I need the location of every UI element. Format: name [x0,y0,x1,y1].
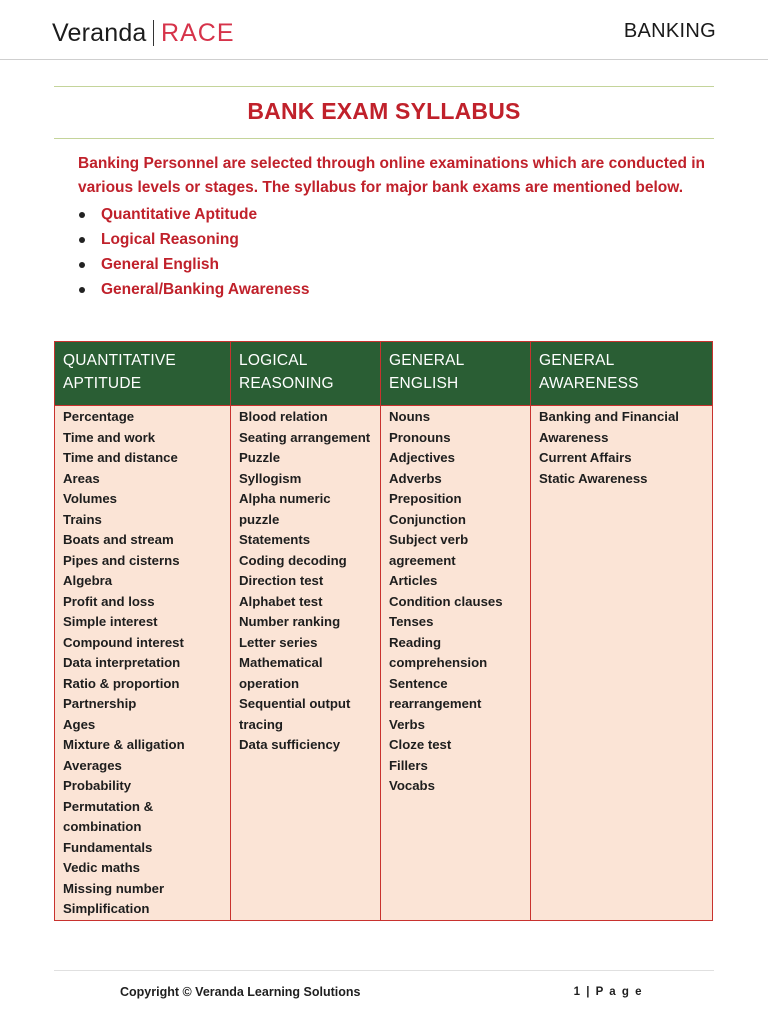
syllabus-item: comprehension [389,655,488,670]
syllabus-item: Syllogism [239,470,302,486]
syllabus-item: Cloze test [389,737,452,752]
syllabus-item: Sequential output [239,696,351,711]
column-header [381,342,530,406]
syllabus-item: Data interpretation [63,655,181,670]
syllabus-item: Vedic maths [63,860,140,875]
syllabus-item: Sentence [389,675,448,691]
syllabus-item: Permutation & [63,798,154,814]
syllabus-item: Ratio & proportion [63,675,180,691]
syllabus-item: Compound interest [63,634,184,650]
syllabus-item: Data sufficiency [239,737,341,752]
syllabus-item: Averages [63,757,122,773]
syllabus-item: Seating arrangement [239,429,371,445]
column-general-english [381,342,531,920]
syllabus-item: Ages [63,716,96,732]
syllabus-item: Mathematical [239,655,323,670]
syllabus-item: Banking and Financial [539,409,679,424]
syllabus-item: Time and work [63,429,156,445]
syllabus-item: Algebra [63,573,113,588]
syllabus-item: Nouns [389,409,431,424]
column-quantitative-aptitude [55,342,231,920]
syllabus-item: Fundamentals [63,839,153,855]
page-title: BANK EXAM SYLLABUS [247,98,521,124]
syllabus-item: rearrangement [389,696,482,711]
syllabus-item: Reading [389,634,442,650]
syllabus-item: Direction test [239,573,324,588]
bullet-item: Quantitative Aptitude [78,202,309,227]
page-number: 1 | P a g e [573,986,643,998]
column-items [531,406,712,920]
syllabus-item: Vocabs [389,778,435,793]
syllabus-item: Pronouns [389,429,451,445]
column-items [231,406,380,920]
syllabus-item: Conjunction [389,511,466,527]
column-items [381,406,530,920]
footer-divider [54,970,714,971]
syllabus-item: Profit and loss [63,593,155,609]
subject-bullet-list [78,202,309,302]
title-top-rule [54,86,714,87]
column-header-line: GENERAL [389,352,465,369]
syllabus-item: Statements [239,532,311,547]
syllabus-item: Coding decoding [239,552,347,568]
copyright-text: Copyright © Veranda Learning Solutions [120,985,361,999]
column-header-line: ENGLISH [389,375,459,392]
syllabus-item: Fillers [389,757,428,773]
section-label: BANKING [623,20,716,42]
column-header-line: QUANTITATIVE [63,352,176,369]
syllabus-item: Awareness [539,429,609,445]
syllabus-item: Condition clauses [389,593,503,609]
syllabus-item: Percentage [63,409,135,424]
column-logical-reasoning [231,342,381,920]
syllabus-item: Partnership [63,696,137,711]
syllabus-item: Mixture & alligation [63,737,185,752]
syllabus-item: Volumes [63,491,117,506]
syllabus-item: Simplification [63,901,150,916]
page-header [0,0,768,60]
column-header-line: LOGICAL [239,352,308,369]
veranda-race-logo [52,16,235,50]
syllabus-item: Verbs [389,716,425,732]
syllabus-item: Alphabet test [239,593,323,609]
syllabus-item: Static Awareness [539,470,648,486]
syllabus-item: operation [239,675,300,691]
syllabus-item: Preposition [389,491,462,506]
column-header-line: GENERAL [539,352,615,369]
column-header-line: AWARENESS [539,375,639,392]
column-header [531,342,712,406]
syllabus-item: Current Affairs [539,450,632,465]
syllabus-table [54,341,713,921]
header-divider [0,59,768,60]
logo-race-text: RACE [161,18,235,47]
syllabus-item: puzzle [239,511,280,527]
bullet-item: Logical Reasoning [78,227,309,252]
syllabus-item: Tenses [389,614,434,629]
syllabus-item: Articles [389,573,438,588]
title-bottom-rule [54,138,714,139]
column-header [231,342,380,406]
syllabus-item: Time and distance [63,450,178,465]
syllabus-item: Missing number [63,880,165,896]
syllabus-item: Blood relation [239,409,328,424]
syllabus-item: tracing [239,716,283,732]
syllabus-item: Boats and stream [63,532,174,547]
column-header [55,342,230,406]
syllabus-item: Pipes and cisterns [63,552,180,568]
syllabus-item: Simple interest [63,614,158,629]
logo-veranda-text: Veranda [52,18,147,47]
syllabus-item: Letter series [239,634,318,650]
logo-divider [153,20,155,46]
syllabus-item: Adjectives [389,450,455,465]
syllabus-item: Alpha numeric [239,491,331,506]
bullet-item: General/Banking Awareness [78,277,309,302]
syllabus-item: Adverbs [389,470,442,486]
syllabus-item: Number ranking [239,614,341,629]
column-items [55,406,230,920]
syllabus-item: combination [63,819,142,834]
syllabus-item: Probability [63,778,132,793]
syllabus-item: Trains [63,511,102,527]
syllabus-item: Areas [63,470,100,486]
column-header-line: REASONING [239,375,334,392]
column-general-awareness [531,342,712,920]
bullet-item: General English [78,252,309,277]
syllabus-item: Puzzle [239,450,281,465]
column-header-line: APTITUDE [63,375,142,392]
intro-paragraph: Banking Personnel are selected through online examinations which are conducted in various levels or stages. The syllabus for major bank exams are mentioned below. [78,155,706,196]
syllabus-item: Subject verb [389,532,469,547]
syllabus-item: agreement [389,552,456,568]
